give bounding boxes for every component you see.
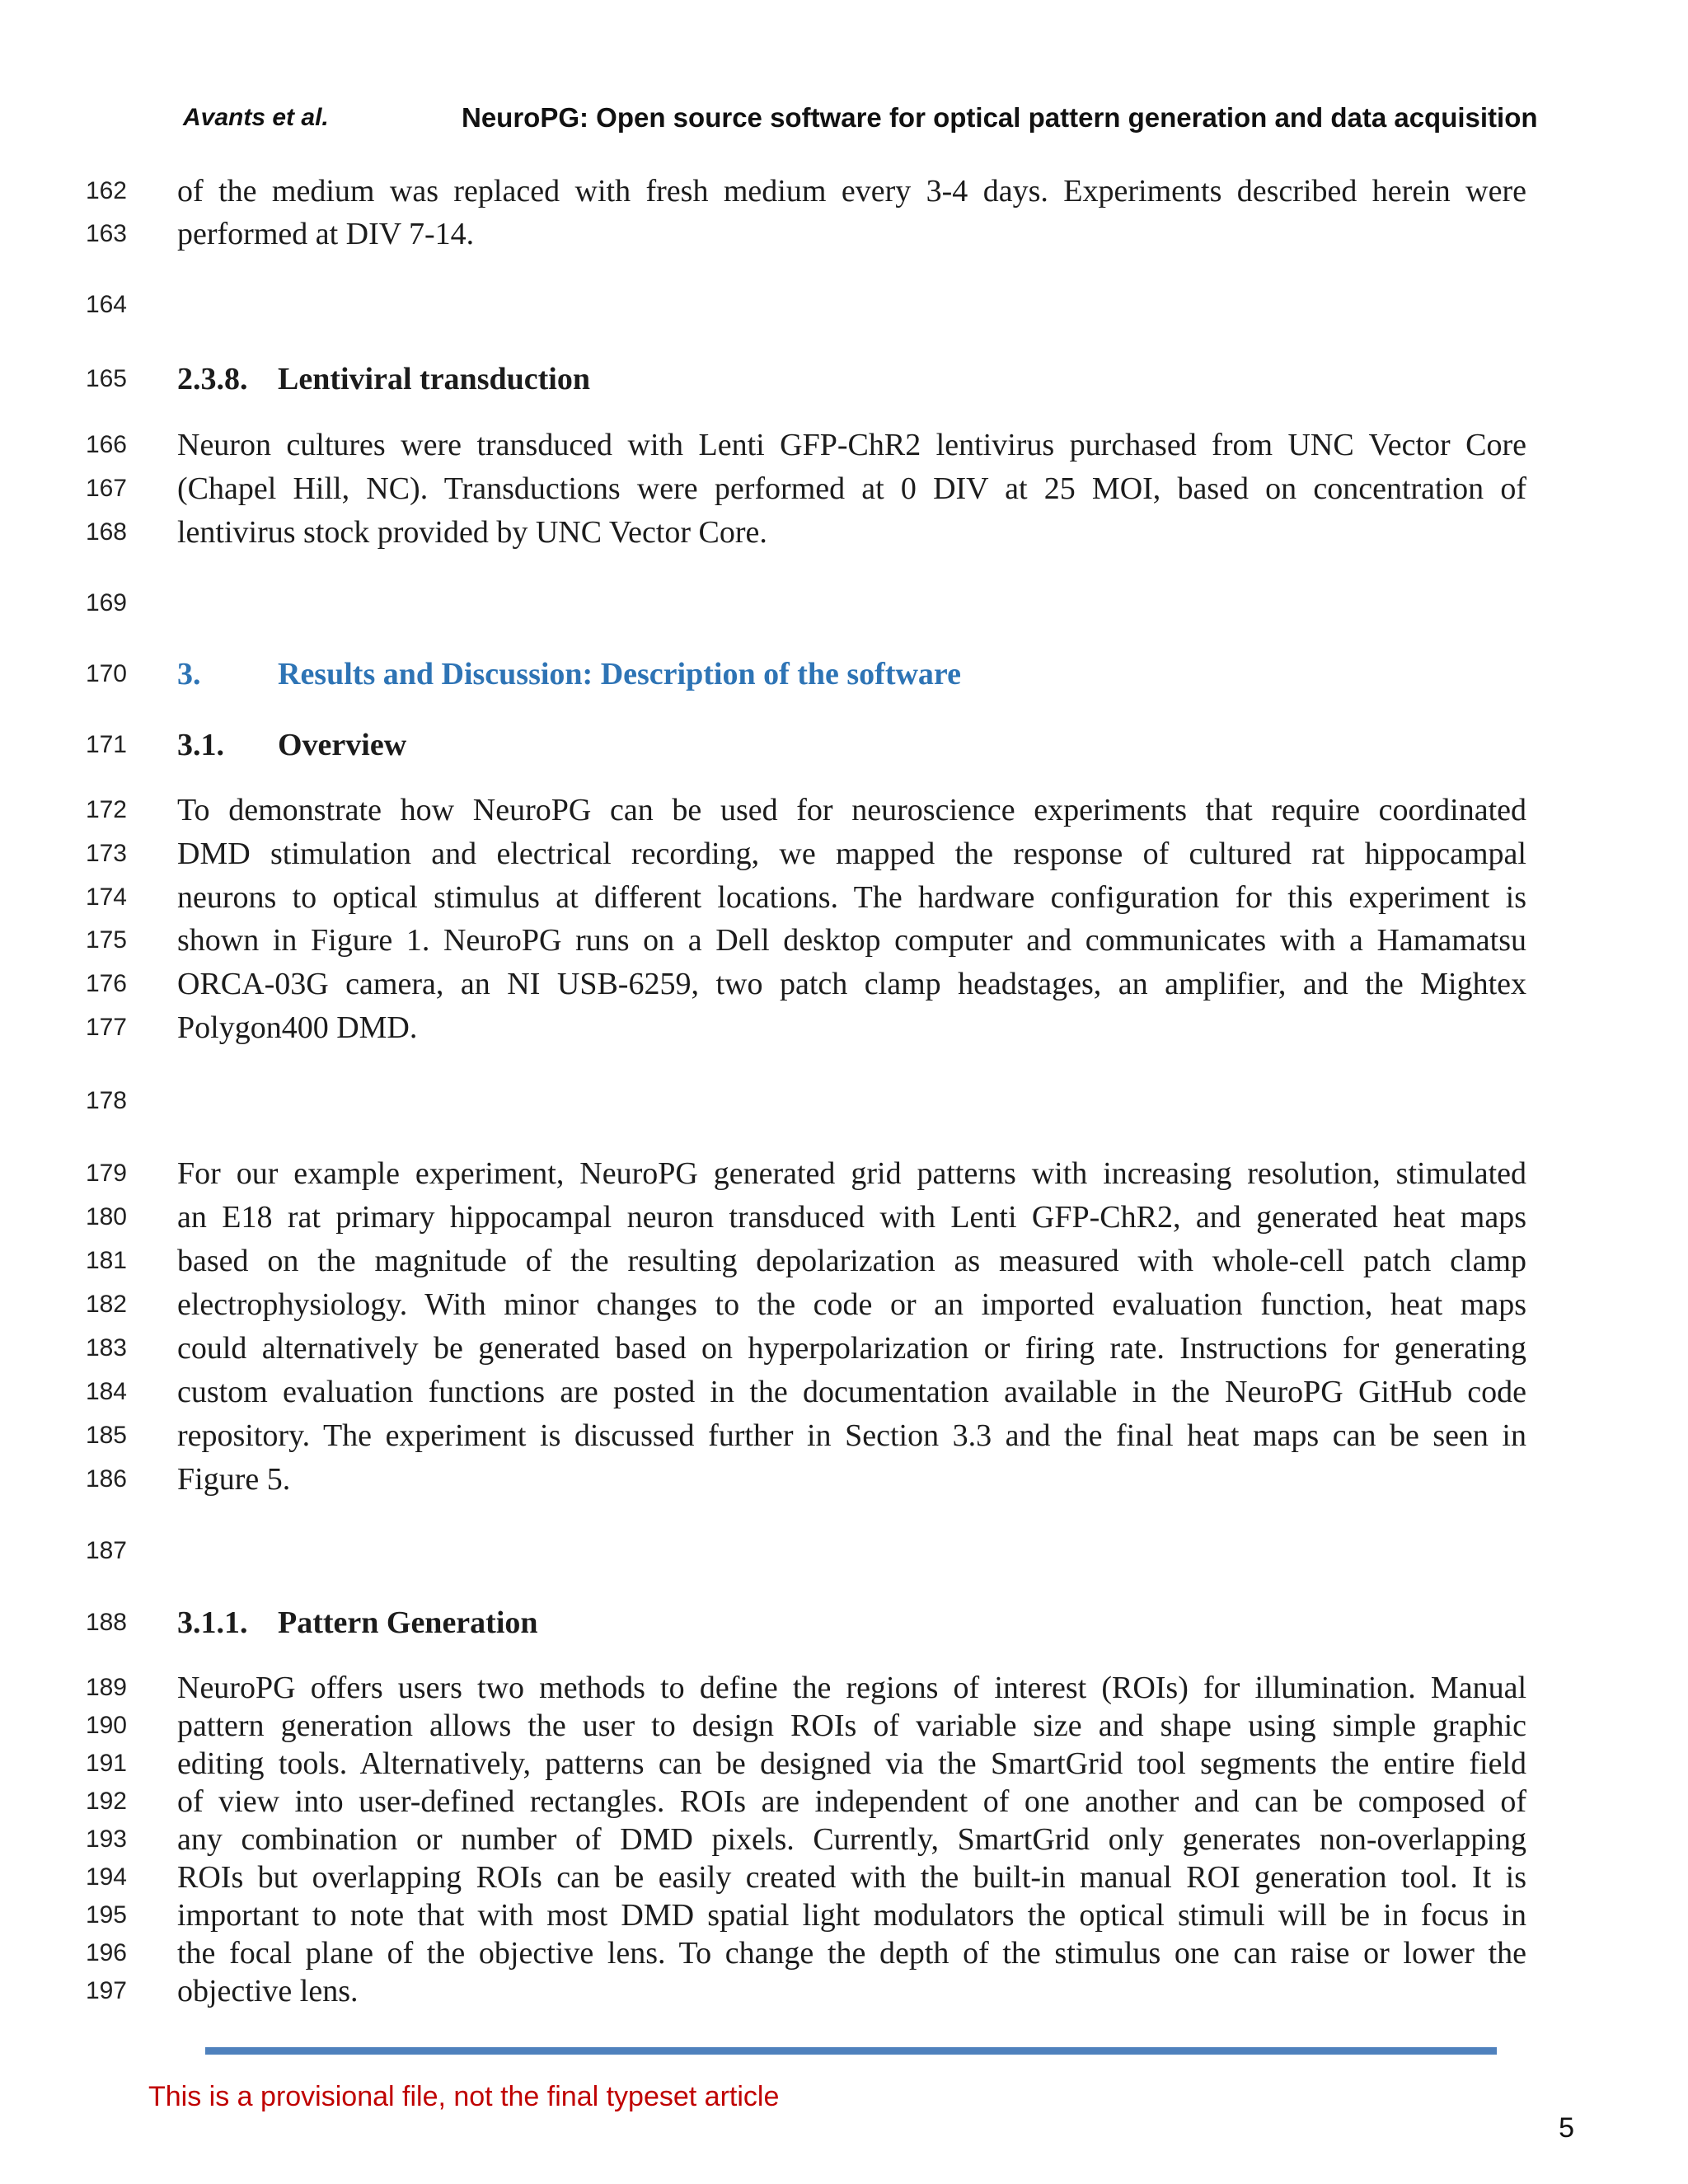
line-number: 178 bbox=[85, 1087, 127, 1114]
line-number: 174 bbox=[85, 883, 127, 911]
line-number: 181 bbox=[85, 1247, 127, 1274]
line-number: 162 bbox=[85, 177, 127, 204]
line-number: 165 bbox=[85, 365, 127, 392]
line-number: 182 bbox=[85, 1291, 127, 1318]
text-line: objective lens. bbox=[177, 1974, 359, 2008]
line-number: 167 bbox=[85, 475, 127, 502]
text-line: ROIs but overlapping ROIs can be easily created with the built-in manual ROI generation tool. It is bbox=[177, 1860, 1526, 1895]
line-number: 184 bbox=[85, 1378, 127, 1405]
line-number: 176 bbox=[85, 970, 127, 997]
line-number: 195 bbox=[85, 1901, 127, 1929]
line-number: 180 bbox=[85, 1203, 127, 1230]
text-line: Figure 5. bbox=[177, 1462, 291, 1497]
line-number: 183 bbox=[85, 1334, 127, 1361]
section-heading-3-1 bbox=[177, 729, 1526, 762]
section-number: 3.1. bbox=[177, 728, 224, 762]
text-line: shown in Figure 1. NeuroPG runs on a Dell desktop computer and communicates with a Hamamatsu bbox=[177, 923, 1526, 958]
section-number: 3. bbox=[177, 657, 201, 691]
line-number: 164 bbox=[85, 291, 127, 318]
line-number: 190 bbox=[85, 1712, 127, 1739]
line-number: 187 bbox=[85, 1537, 127, 1564]
header-title: NeuroPG: Open source software for optical pattern generation and data acquisition bbox=[462, 102, 1538, 133]
line-number: 170 bbox=[85, 660, 127, 687]
text-line: pattern generation allows the user to design ROIs of variable size and shape using simple graphic bbox=[177, 1708, 1526, 1743]
text-line: To demonstrate how NeuroPG can be used for neuroscience experiments that require coordinated bbox=[177, 793, 1526, 827]
line-number: 188 bbox=[85, 1609, 127, 1636]
line-number: 186 bbox=[85, 1465, 127, 1493]
line-number: 197 bbox=[85, 1977, 127, 2004]
line-number: 192 bbox=[85, 1788, 127, 1815]
section-heading-3-1-1 bbox=[177, 1606, 1526, 1639]
section-title: Overview bbox=[278, 728, 407, 762]
line-number: 177 bbox=[85, 1014, 127, 1041]
line-number: 179 bbox=[85, 1160, 127, 1187]
text-line: an E18 rat primary hippocampal neuron transduced with Lenti GFP-ChR2, and generated heat maps bbox=[177, 1200, 1526, 1235]
line-number: 175 bbox=[85, 926, 127, 954]
section-number: 2.3.8. bbox=[177, 362, 248, 396]
provisional-notice: This is a provisional file, not the final typeset article bbox=[148, 2081, 780, 2112]
line-number: 173 bbox=[85, 840, 127, 867]
text-line: (Chapel Hill, NC). Transductions were performed at 0 DIV at 25 MOI, based on concentration of bbox=[177, 471, 1526, 506]
text-line: performed at DIV 7-14. bbox=[177, 217, 475, 251]
text-line: the focal plane of the objective lens. To change the depth of the stimulus one can raise or lower the bbox=[177, 1936, 1526, 1971]
section-heading-3 bbox=[177, 658, 1526, 691]
header-author: Avants et al. bbox=[183, 104, 329, 131]
line-number: 189 bbox=[85, 1674, 127, 1701]
line-number: 172 bbox=[85, 796, 127, 823]
line-number: 194 bbox=[85, 1863, 127, 1891]
text-line: repository. The experiment is discussed further in Section 3.3 and the final heat maps can be seen in bbox=[177, 1418, 1526, 1453]
page-number: 5 bbox=[1559, 2112, 1574, 2144]
text-line: based on the magnitude of the resulting depolarization as measured with whole-cell patch clamp bbox=[177, 1244, 1526, 1278]
line-number: 163 bbox=[85, 220, 127, 247]
text-line: of the medium was replaced with fresh medium every 3-4 days. Experiments described herein were bbox=[177, 174, 1526, 209]
text-line: could alternatively be generated based on hyperpolarization or firing rate. Instructions for generating bbox=[177, 1331, 1526, 1366]
line-number: 193 bbox=[85, 1825, 127, 1853]
text-line: Neuron cultures were transduced with Lenti GFP-ChR2 lentivirus purchased from UNC Vector Core bbox=[177, 428, 1526, 462]
text-line: important to note that with most DMD spatial light modulators the optical stimuli will be in focus in bbox=[177, 1898, 1526, 1933]
text-line: lentivirus stock provided by UNC Vector Core. bbox=[177, 515, 767, 550]
text-line: any combination or number of DMD pixels. Currently, SmartGrid only generates non-overlapping bbox=[177, 1822, 1526, 1857]
section-heading-2-3-8 bbox=[177, 363, 1526, 396]
text-line: ORCA-03G camera, an NI USB-6259, two patch clamp headstages, an amplifier, and the Mightex bbox=[177, 967, 1526, 1001]
line-number: 171 bbox=[85, 731, 127, 758]
line-number: 169 bbox=[85, 589, 127, 616]
text-line: of view into user-defined rectangles. ROIs are independent of one another and can be composed of bbox=[177, 1784, 1526, 1819]
text-line: For our example experiment, NeuroPG generated grid patterns with increasing resolution, stimulated bbox=[177, 1156, 1526, 1191]
text-line: custom evaluation functions are posted in the documentation available in the NeuroPG GitHub code bbox=[177, 1375, 1526, 1409]
text-line: Polygon400 DMD. bbox=[177, 1010, 418, 1045]
section-number: 3.1.1. bbox=[177, 1605, 248, 1640]
section-title: Lentiviral transduction bbox=[278, 362, 590, 396]
section-title: Pattern Generation bbox=[278, 1605, 538, 1640]
text-line: neurons to optical stimulus at different locations. The hardware configuration for this experiment is bbox=[177, 880, 1526, 915]
text-line: DMD stimulation and electrical recording, we mapped the response of cultured rat hippocampal bbox=[177, 837, 1526, 871]
line-number: 166 bbox=[85, 431, 127, 458]
text-line: electrophysiology. With minor changes to the code or an imported evaluation function, heat maps bbox=[177, 1287, 1526, 1322]
section-title: Results and Discussion: Description of the software bbox=[278, 657, 961, 691]
line-number: 185 bbox=[85, 1422, 127, 1449]
footer-rule bbox=[205, 2047, 1497, 2055]
line-number: 196 bbox=[85, 1939, 127, 1966]
text-line: editing tools. Alternatively, patterns can be designed via the SmartGrid tool segments the entire field bbox=[177, 1746, 1526, 1781]
line-number: 191 bbox=[85, 1750, 127, 1777]
text-line: NeuroPG offers users two methods to define the regions of interest (ROIs) for illumination. Manual bbox=[177, 1671, 1526, 1705]
line-number: 168 bbox=[85, 518, 127, 546]
